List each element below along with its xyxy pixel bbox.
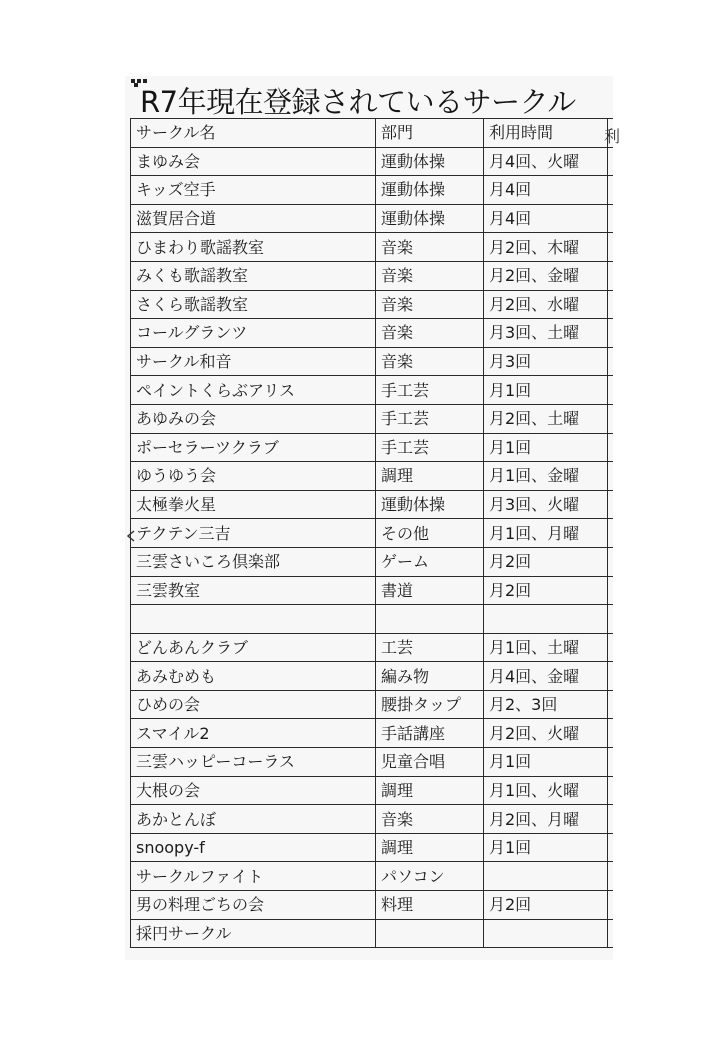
cell-usage-time bbox=[484, 605, 608, 634]
cell-usage-time: 月1回 bbox=[484, 748, 608, 777]
cell-usage-time: 月2回、火曜 bbox=[484, 719, 608, 748]
cell-cut-column bbox=[608, 547, 613, 576]
cell-usage-time: 月4回 bbox=[484, 204, 608, 233]
cell-circle-name: snoopy-f bbox=[131, 833, 376, 862]
cell-cut-column bbox=[608, 376, 613, 405]
table-row bbox=[131, 404, 613, 433]
cell-circle-name: 滋賀居合道 bbox=[131, 204, 376, 233]
cell-circle-name: あかとんぼ bbox=[131, 805, 376, 834]
cell-cut-column bbox=[608, 805, 613, 834]
header-usage-time: 利用時間 bbox=[484, 119, 608, 148]
cell-department: 手工芸 bbox=[376, 433, 484, 462]
table-row bbox=[131, 147, 613, 176]
cell-department: 手工芸 bbox=[376, 404, 484, 433]
circle-table bbox=[130, 118, 621, 948]
cell-circle-name: あみむめも bbox=[131, 662, 376, 691]
cell-circle-name: 三雲ハッピーコーラス bbox=[131, 748, 376, 777]
cell-circle-name: 採円サークル bbox=[131, 919, 376, 948]
cell-cut-column bbox=[608, 862, 613, 891]
table-row bbox=[131, 748, 613, 777]
table-row bbox=[131, 919, 613, 948]
table-row bbox=[131, 176, 613, 205]
cell-department: 児童合唱 bbox=[376, 748, 484, 777]
cell-cut-column bbox=[608, 319, 613, 348]
cell-usage-time: 月2回、水曜 bbox=[484, 290, 608, 319]
cell-department: 運動体操 bbox=[376, 204, 484, 233]
cell-department: 調理 bbox=[376, 462, 484, 491]
cell-cut-column bbox=[608, 891, 613, 920]
table-row bbox=[131, 433, 613, 462]
cell-cut-column bbox=[608, 433, 613, 462]
header-department: 部門 bbox=[376, 119, 484, 148]
cell-usage-time: 月3回、火曜 bbox=[484, 490, 608, 519]
cell-department: 編み物 bbox=[376, 662, 484, 691]
table-row bbox=[131, 805, 613, 834]
cell-circle-name: ポーセラーツクラブ bbox=[131, 433, 376, 462]
cell-cut-column bbox=[608, 233, 613, 262]
table-row bbox=[131, 862, 613, 891]
cell-circle-name: キッズ空手 bbox=[131, 176, 376, 205]
table-row bbox=[131, 376, 613, 405]
cell-usage-time: 月2回、土曜 bbox=[484, 404, 608, 433]
cell-usage-time: 月2回、金曜 bbox=[484, 261, 608, 290]
table-header-row bbox=[131, 119, 613, 148]
cell-cut-column bbox=[608, 176, 613, 205]
table-row bbox=[131, 833, 613, 862]
table-row bbox=[131, 519, 613, 548]
cell-circle-name: ひまわり歌謡教室 bbox=[131, 233, 376, 262]
table-row bbox=[131, 347, 613, 376]
cell-circle-name: 大根の会 bbox=[131, 776, 376, 805]
cell-department: 腰掛タップ bbox=[376, 690, 484, 719]
cell-circle-name: サークルファイト bbox=[131, 862, 376, 891]
cell-usage-time: 月1回、月曜 bbox=[484, 519, 608, 548]
cell-cut-column bbox=[608, 261, 613, 290]
cell-department: 料理 bbox=[376, 891, 484, 920]
cell-cut-column bbox=[608, 633, 613, 662]
cell-cut-column bbox=[608, 719, 613, 748]
cell-usage-time: 月1回、火曜 bbox=[484, 776, 608, 805]
cell-cut-column bbox=[608, 462, 613, 491]
table-row bbox=[131, 719, 613, 748]
cell-cut-column bbox=[608, 776, 613, 805]
table-row bbox=[131, 633, 613, 662]
cell-department: パソコン bbox=[376, 862, 484, 891]
cell-circle-name: まゆみ会 bbox=[131, 147, 376, 176]
cell-department: 音楽 bbox=[376, 290, 484, 319]
cell-cut-column bbox=[608, 519, 613, 548]
table-row bbox=[131, 290, 613, 319]
cell-usage-time: 月4回 bbox=[484, 176, 608, 205]
cell-cut-column bbox=[608, 605, 613, 634]
cell-circle-name: スマイル2 bbox=[131, 719, 376, 748]
cell-cut-column bbox=[608, 919, 613, 948]
cell-department: 音楽 bbox=[376, 319, 484, 348]
cell-cut-column bbox=[608, 576, 613, 605]
cell-circle-name: さくら歌謡教室 bbox=[131, 290, 376, 319]
table-row bbox=[131, 233, 613, 262]
cell-cut-column bbox=[608, 748, 613, 777]
cut-off-header-char: 利 bbox=[604, 127, 621, 146]
cell-usage-time: 月1回 bbox=[484, 376, 608, 405]
cell-department bbox=[376, 919, 484, 948]
cell-cut-column bbox=[608, 690, 613, 719]
cell-department: 調理 bbox=[376, 776, 484, 805]
edge-arrow-icon bbox=[127, 530, 135, 542]
cell-cut-column bbox=[608, 347, 613, 376]
header-circle-name: サークル名 bbox=[131, 119, 376, 148]
cell-department: 運動体操 bbox=[376, 490, 484, 519]
table-row bbox=[131, 319, 613, 348]
table-row bbox=[131, 204, 613, 233]
table-row bbox=[131, 605, 613, 634]
cell-circle-name: みくも歌謡教室 bbox=[131, 261, 376, 290]
cell-usage-time bbox=[484, 919, 608, 948]
cell-usage-time: 月3回 bbox=[484, 347, 608, 376]
table-row bbox=[131, 547, 613, 576]
table-body bbox=[131, 147, 613, 948]
cell-department: 手話講座 bbox=[376, 719, 484, 748]
table-row bbox=[131, 462, 613, 491]
cell-usage-time: 月1回 bbox=[484, 833, 608, 862]
table-row bbox=[131, 662, 613, 691]
cell-usage-time: 月4回、金曜 bbox=[484, 662, 608, 691]
cell-usage-time: 月2回、月曜 bbox=[484, 805, 608, 834]
cell-department: 音楽 bbox=[376, 347, 484, 376]
table-row bbox=[131, 261, 613, 290]
cell-usage-time: 月2回 bbox=[484, 576, 608, 605]
cell-usage-time: 月1回、金曜 bbox=[484, 462, 608, 491]
cell-cut-column bbox=[608, 204, 613, 233]
cell-cut-column bbox=[608, 833, 613, 862]
table-row bbox=[131, 776, 613, 805]
cell-department: 音楽 bbox=[376, 233, 484, 262]
cell-circle-name: どんあんクラブ bbox=[131, 633, 376, 662]
cell-cut-column bbox=[608, 147, 613, 176]
cell-circle-name: 男の料理ごちの会 bbox=[131, 891, 376, 920]
cell-circle-name: テクテン三吉 bbox=[131, 519, 376, 548]
cell-usage-time: 月1回、土曜 bbox=[484, 633, 608, 662]
cell-department: 調理 bbox=[376, 833, 484, 862]
cell-circle-name: 三雲教室 bbox=[131, 576, 376, 605]
table-row bbox=[131, 490, 613, 519]
cell-circle-name: ゆうゆう会 bbox=[131, 462, 376, 491]
cell-circle-name: ひめの会 bbox=[131, 690, 376, 719]
cell-circle-name: 太極拳火星 bbox=[131, 490, 376, 519]
cell-usage-time: 月3回、土曜 bbox=[484, 319, 608, 348]
cell-circle-name: サークル和音 bbox=[131, 347, 376, 376]
cell-cut-column bbox=[608, 662, 613, 691]
cell-circle-name bbox=[131, 605, 376, 634]
cell-department: 書道 bbox=[376, 576, 484, 605]
cell-cut-column bbox=[608, 490, 613, 519]
cell-department: ゲーム bbox=[376, 547, 484, 576]
cell-usage-time: 月1回 bbox=[484, 433, 608, 462]
cell-cut-column bbox=[608, 404, 613, 433]
cell-department: 手工芸 bbox=[376, 376, 484, 405]
cell-circle-name: あゆみの会 bbox=[131, 404, 376, 433]
cell-department: その他 bbox=[376, 519, 484, 548]
cell-usage-time: 月2回 bbox=[484, 891, 608, 920]
cell-department: 音楽 bbox=[376, 261, 484, 290]
cell-cut-column bbox=[608, 290, 613, 319]
cell-circle-name: コールグランツ bbox=[131, 319, 376, 348]
table-row bbox=[131, 576, 613, 605]
table-row bbox=[131, 690, 613, 719]
cell-usage-time: 月2、3回 bbox=[484, 690, 608, 719]
cell-circle-name: ペイントくらぶアリス bbox=[131, 376, 376, 405]
cell-department: 運動体操 bbox=[376, 176, 484, 205]
cell-department: 音楽 bbox=[376, 805, 484, 834]
cell-department: 運動体操 bbox=[376, 147, 484, 176]
cell-usage-time: 月4回、火曜 bbox=[484, 147, 608, 176]
cell-usage-time: 月2回、木曜 bbox=[484, 233, 608, 262]
cell-circle-name: 三雲さいころ倶楽部 bbox=[131, 547, 376, 576]
cell-usage-time bbox=[484, 862, 608, 891]
table-row bbox=[131, 891, 613, 920]
cell-usage-time: 月2回 bbox=[484, 547, 608, 576]
cell-department: 工芸 bbox=[376, 633, 484, 662]
cell-department bbox=[376, 605, 484, 634]
page-title: R7年現在登録されているサークル bbox=[140, 85, 576, 119]
